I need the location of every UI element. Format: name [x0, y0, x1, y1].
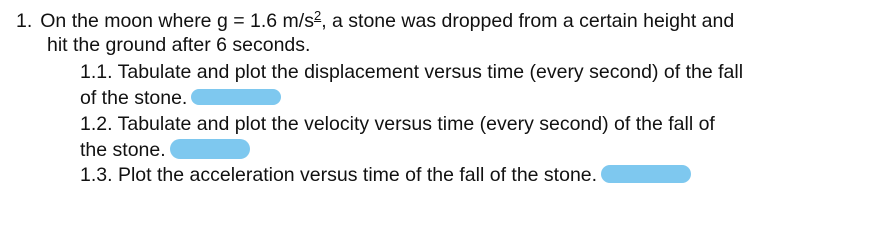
redaction-scribble: [191, 89, 281, 105]
problem-text-pre: On the moon where g = 1.6 m/s: [40, 10, 314, 32]
problem-line-2: hit the ground after 6 seconds.: [47, 34, 311, 56]
problem-number: 1.: [16, 10, 33, 32]
item-text: the stone.: [80, 139, 166, 161]
redaction-scribble: [170, 139, 250, 159]
item-text: Plot the acceleration versus time of the fall of the stone.: [117, 164, 598, 186]
redaction-scribble: [601, 165, 691, 183]
item-text: Tabulate and plot the velocity versus time (every second) of the fall of: [117, 113, 715, 135]
item-1-2-line-2: [80, 138, 250, 162]
unit-superscript: 2: [313, 8, 322, 23]
item-1-1-line-1: [80, 60, 743, 84]
item-1-3-line-1: [80, 163, 691, 187]
problem-line-1: [16, 9, 734, 35]
item-label: 1.2.: [80, 113, 113, 135]
item-text: Tabulate and plot the displacement versus time (every second) of the fall: [117, 61, 744, 83]
item-label: 1.1.: [80, 61, 113, 83]
item-1-1-line-2: [80, 86, 281, 110]
problem-text-post: , a stone was dropped from a certain height and: [321, 10, 735, 32]
item-text: of the stone.: [80, 87, 188, 109]
item-label: 1.3.: [80, 164, 113, 186]
item-1-2-line-1: [80, 112, 715, 136]
